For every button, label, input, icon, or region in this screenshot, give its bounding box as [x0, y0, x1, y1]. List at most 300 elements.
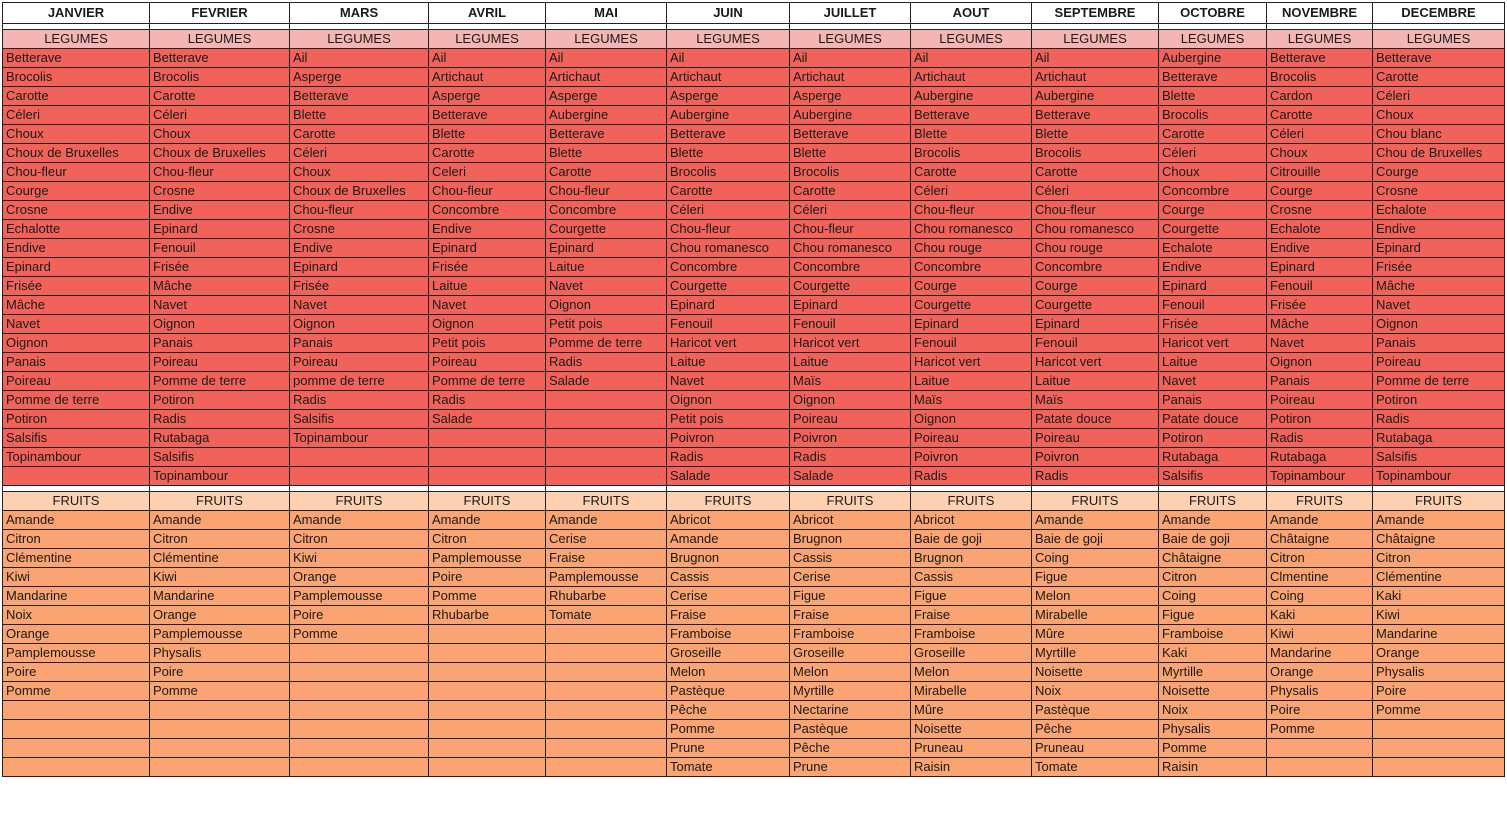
vegetable-cell: Poireau	[150, 353, 290, 372]
fruit-cell: Prune	[790, 758, 911, 777]
fruit-cell	[546, 682, 667, 701]
vegetable-cell: Petit pois	[667, 410, 790, 429]
vegetable-cell: Endive	[3, 239, 150, 258]
vegetable-cell: Petit pois	[429, 334, 546, 353]
fruit-cell: Figue	[790, 587, 911, 606]
vegetable-cell: Laitue	[1159, 353, 1267, 372]
fruit-cell: Orange	[290, 568, 429, 587]
fruit-cell: Châtaigne	[1267, 530, 1373, 549]
fruit-cell	[1373, 739, 1505, 758]
vegetable-cell: Ail	[1032, 49, 1159, 68]
vegetable-cell: Asperge	[429, 87, 546, 106]
vegetable-cell: Salsifis	[1373, 448, 1505, 467]
vegetable-cell: Chou romanesco	[790, 239, 911, 258]
fruit-cell: Coing	[1267, 587, 1373, 606]
month-header: SEPTEMBRE	[1032, 3, 1159, 24]
fruit-cell: Baie de goji	[911, 530, 1032, 549]
vegetable-cell: Endive	[429, 220, 546, 239]
vegetable-cell: Rutabaga	[1159, 448, 1267, 467]
vegetable-cell: Chou-fleur	[546, 182, 667, 201]
fruit-cell: Melon	[790, 663, 911, 682]
table-row	[3, 549, 1505, 568]
fruit-cell: Amande	[429, 511, 546, 530]
vegetable-cell: Oignon	[1267, 353, 1373, 372]
vegetable-cell: Asperge	[290, 68, 429, 87]
vegetable-cell: Carotte	[3, 87, 150, 106]
fruit-cell: Noisette	[911, 720, 1032, 739]
fruit-cell: Amande	[1159, 511, 1267, 530]
fruit-cell: Fraise	[790, 606, 911, 625]
table-row	[3, 125, 1505, 144]
vegetable-cell: Echalote	[1373, 201, 1505, 220]
fruit-cell: Amande	[546, 511, 667, 530]
fruit-cell: Kiwi	[290, 549, 429, 568]
vegetable-cell: Salsifis	[1159, 467, 1267, 486]
vegetable-cell: Salade	[546, 372, 667, 391]
vegetable-cell: Frisée	[1267, 296, 1373, 315]
fruit-cell: Pomme	[1267, 720, 1373, 739]
fruit-cell: Citron	[429, 530, 546, 549]
vegetable-cell: Betterave	[429, 106, 546, 125]
fruit-cell: Kiwi	[150, 568, 290, 587]
table-row	[3, 530, 1505, 549]
legumes-header-row	[3, 30, 1505, 49]
vegetable-cell: Radis	[790, 448, 911, 467]
month-header: AVRIL	[429, 3, 546, 24]
fruit-cell: Poire	[1373, 682, 1505, 701]
fruits-header: FRUITS	[1159, 492, 1267, 511]
vegetable-cell: Potiron	[1159, 429, 1267, 448]
fruit-cell: Framboise	[667, 625, 790, 644]
table-row	[3, 353, 1505, 372]
vegetable-cell: Pomme de terre	[546, 334, 667, 353]
fruit-cell: Kaki	[1373, 587, 1505, 606]
fruit-cell: Raisin	[911, 758, 1032, 777]
fruit-cell: Figue	[1159, 606, 1267, 625]
vegetable-cell: Petit pois	[546, 315, 667, 334]
table-row	[3, 144, 1505, 163]
vegetable-cell: Courgette	[911, 296, 1032, 315]
fruit-cell: Pruneau	[1032, 739, 1159, 758]
vegetable-cell: Blette	[1032, 125, 1159, 144]
vegetable-cell: Radis	[290, 391, 429, 410]
vegetable-cell: Betterave	[667, 125, 790, 144]
vegetable-cell: Concombre	[1159, 182, 1267, 201]
fruits-header: FRUITS	[3, 492, 150, 511]
vegetable-cell: Panais	[1373, 334, 1505, 353]
fruit-cell: Fraise	[546, 549, 667, 568]
vegetable-cell: Courge	[1032, 277, 1159, 296]
vegetable-cell: Concombre	[911, 258, 1032, 277]
fruit-cell: Amande	[667, 530, 790, 549]
fruit-cell: Physalis	[150, 644, 290, 663]
table-row	[3, 682, 1505, 701]
fruit-cell: Cassis	[790, 549, 911, 568]
table-row	[3, 220, 1505, 239]
fruit-cell: Citron	[1159, 568, 1267, 587]
table-row	[3, 448, 1505, 467]
vegetable-cell: Epinard	[429, 239, 546, 258]
vegetable-cell: Brocolis	[1032, 144, 1159, 163]
vegetable-cell: Ail	[911, 49, 1032, 68]
fruit-cell: Brugnon	[667, 549, 790, 568]
legumes-header: LEGUMES	[1159, 30, 1267, 49]
fruit-cell: Pamplemousse	[429, 549, 546, 568]
fruit-cell	[290, 682, 429, 701]
vegetable-cell: Poireau	[1267, 391, 1373, 410]
fruits-header: FRUITS	[911, 492, 1032, 511]
vegetable-cell: Courgette	[667, 277, 790, 296]
vegetable-cell: Crosne	[1267, 201, 1373, 220]
fruit-cell: Nectarine	[790, 701, 911, 720]
fruit-cell	[429, 758, 546, 777]
vegetable-cell: Navet	[667, 372, 790, 391]
fruit-cell	[1267, 739, 1373, 758]
vegetable-cell: Maïs	[1032, 391, 1159, 410]
fruit-cell: Pomme	[3, 682, 150, 701]
legumes-header: LEGUMES	[667, 30, 790, 49]
vegetable-cell: Poireau	[1373, 353, 1505, 372]
vegetable-cell: Blette	[1159, 87, 1267, 106]
vegetable-cell: Radis	[546, 353, 667, 372]
month-header-row	[3, 3, 1505, 24]
fruit-cell: Baie de goji	[1032, 530, 1159, 549]
fruit-cell: Tomate	[546, 606, 667, 625]
fruit-cell: Groseille	[911, 644, 1032, 663]
vegetable-cell: Laitue	[546, 258, 667, 277]
vegetable-cell: Carotte	[1373, 68, 1505, 87]
vegetable-cell: Chou-fleur	[3, 163, 150, 182]
fruit-cell: Kaki	[1267, 606, 1373, 625]
vegetable-cell: Carotte	[290, 125, 429, 144]
vegetable-cell: Céleri	[290, 144, 429, 163]
vegetable-cell: Epinard	[1267, 258, 1373, 277]
fruit-cell: Orange	[1373, 644, 1505, 663]
vegetable-cell: Salsifis	[290, 410, 429, 429]
vegetable-cell: Ail	[790, 49, 911, 68]
fruit-cell: Pomme	[150, 682, 290, 701]
vegetable-cell: Fenouil	[911, 334, 1032, 353]
fruit-cell: Coing	[1159, 587, 1267, 606]
fruit-cell	[546, 739, 667, 758]
vegetable-cell: Frisée	[3, 277, 150, 296]
table-row	[3, 410, 1505, 429]
vegetable-cell: Mâche	[150, 277, 290, 296]
fruit-cell: Pamplemousse	[3, 644, 150, 663]
vegetable-cell: Brocolis	[3, 68, 150, 87]
vegetable-cell: Chou-fleur	[911, 201, 1032, 220]
fruit-cell	[546, 644, 667, 663]
vegetable-cell: Laitue	[667, 353, 790, 372]
fruits-header: FRUITS	[429, 492, 546, 511]
fruit-cell: Mandarine	[1373, 625, 1505, 644]
vegetable-cell	[3, 467, 150, 486]
vegetable-cell: Courge	[1373, 163, 1505, 182]
month-header: MAI	[546, 3, 667, 24]
vegetable-cell: Salade	[667, 467, 790, 486]
vegetable-cell: Haricot vert	[911, 353, 1032, 372]
vegetable-cell: Radis	[1373, 410, 1505, 429]
legumes-header: LEGUMES	[1373, 30, 1505, 49]
fruit-cell: Cassis	[911, 568, 1032, 587]
vegetable-cell: Concombre	[546, 201, 667, 220]
vegetable-cell: Navet	[150, 296, 290, 315]
vegetable-cell: Rutabaga	[150, 429, 290, 448]
fruit-cell: Abricot	[667, 511, 790, 530]
vegetable-cell: Laitue	[1032, 372, 1159, 391]
fruit-cell: Pastèque	[790, 720, 911, 739]
fruit-cell: Clémentine	[3, 549, 150, 568]
vegetable-cell: Panais	[1159, 391, 1267, 410]
vegetable-cell: Brocolis	[150, 68, 290, 87]
vegetable-cell: Radis	[667, 448, 790, 467]
fruit-cell: Pêche	[1032, 720, 1159, 739]
vegetable-cell: Chou-fleur	[150, 163, 290, 182]
table-row	[3, 334, 1505, 353]
vegetable-cell: Aubergine	[1032, 87, 1159, 106]
fruits-header: FRUITS	[150, 492, 290, 511]
fruit-cell: Framboise	[911, 625, 1032, 644]
table-row	[3, 315, 1505, 334]
vegetable-cell: Céleri	[667, 201, 790, 220]
vegetable-cell: Poireau	[3, 372, 150, 391]
vegetable-cell: Artichaut	[429, 68, 546, 87]
vegetable-cell: Courge	[911, 277, 1032, 296]
vegetable-cell: Chou-fleur	[790, 220, 911, 239]
fruits-header: FRUITS	[290, 492, 429, 511]
vegetable-cell	[290, 448, 429, 467]
vegetable-cell: Epinard	[790, 296, 911, 315]
vegetable-cell: Topinambour	[150, 467, 290, 486]
vegetable-cell: Carotte	[546, 163, 667, 182]
table-row	[3, 391, 1505, 410]
vegetable-cell: Topinambour	[1267, 467, 1373, 486]
vegetable-cell: Poireau	[790, 410, 911, 429]
vegetable-cell: Chou romanesco	[1032, 220, 1159, 239]
fruit-cell	[429, 739, 546, 758]
vegetable-cell: Betterave	[1032, 106, 1159, 125]
vegetable-cell: Oignon	[911, 410, 1032, 429]
vegetable-cell: Poivron	[667, 429, 790, 448]
vegetable-cell: Chou blanc	[1373, 125, 1505, 144]
vegetable-cell: Betterave	[150, 49, 290, 68]
vegetable-cell: Citrouille	[1267, 163, 1373, 182]
fruit-cell: Myrtille	[790, 682, 911, 701]
fruits-header: FRUITS	[1373, 492, 1505, 511]
vegetable-cell: Courgette	[790, 277, 911, 296]
vegetable-cell: Chou rouge	[1032, 239, 1159, 258]
vegetable-cell: Cardon	[1267, 87, 1373, 106]
table-row	[3, 701, 1505, 720]
fruit-cell: Brugnon	[911, 549, 1032, 568]
vegetable-cell: Oignon	[3, 334, 150, 353]
vegetable-cell: Pomme de terre	[3, 391, 150, 410]
table-row	[3, 429, 1505, 448]
legumes-header: LEGUMES	[1267, 30, 1373, 49]
vegetable-cell: Navet	[429, 296, 546, 315]
fruit-cell	[150, 720, 290, 739]
seasonal-calendar-table	[2, 2, 1505, 777]
fruit-cell: Raisin	[1159, 758, 1267, 777]
vegetable-cell: Poireau	[911, 429, 1032, 448]
fruit-cell: Citron	[290, 530, 429, 549]
table-row	[3, 739, 1505, 758]
vegetable-cell: Frisée	[429, 258, 546, 277]
vegetable-cell: Ail	[290, 49, 429, 68]
fruit-cell: Mûre	[1032, 625, 1159, 644]
vegetable-cell: Oignon	[667, 391, 790, 410]
vegetable-cell: Epinard	[1032, 315, 1159, 334]
vegetable-cell	[429, 429, 546, 448]
fruit-cell	[546, 720, 667, 739]
vegetable-cell: Asperge	[790, 87, 911, 106]
fruit-cell: Physalis	[1267, 682, 1373, 701]
fruit-cell	[429, 720, 546, 739]
vegetable-cell: Chou-fleur	[429, 182, 546, 201]
vegetable-cell: Navet	[3, 315, 150, 334]
fruit-cell	[150, 701, 290, 720]
vegetable-cell: Aubergine	[1159, 49, 1267, 68]
fruit-cell: Melon	[667, 663, 790, 682]
vegetable-cell: Carotte	[1267, 106, 1373, 125]
table-row	[3, 644, 1505, 663]
vegetable-cell: Artichaut	[790, 68, 911, 87]
fruit-cell: Noix	[1159, 701, 1267, 720]
fruit-cell: Noisette	[1159, 682, 1267, 701]
vegetable-cell: Haricot vert	[790, 334, 911, 353]
fruit-cell: Citron	[1267, 549, 1373, 568]
table-row	[3, 663, 1505, 682]
vegetable-cell: Endive	[1267, 239, 1373, 258]
vegetable-cell: Oignon	[429, 315, 546, 334]
fruit-cell: Mandarine	[1267, 644, 1373, 663]
fruit-cell	[3, 758, 150, 777]
fruit-cell	[290, 701, 429, 720]
vegetable-cell: Fenouil	[1032, 334, 1159, 353]
fruit-cell: Melon	[911, 663, 1032, 682]
fruit-cell: Brugnon	[790, 530, 911, 549]
vegetable-cell: Potiron	[150, 391, 290, 410]
fruit-cell: Pomme	[429, 587, 546, 606]
fruit-cell: Amande	[290, 511, 429, 530]
vegetable-cell: Concombre	[790, 258, 911, 277]
vegetable-cell: Artichaut	[1032, 68, 1159, 87]
vegetable-cell: Pomme de terre	[1373, 372, 1505, 391]
fruit-cell: Rhubarbe	[429, 606, 546, 625]
fruit-cell: Poire	[150, 663, 290, 682]
vegetable-cell	[290, 467, 429, 486]
fruit-cell	[3, 720, 150, 739]
vegetable-cell: Betterave	[1373, 49, 1505, 68]
vegetable-cell: Brocolis	[911, 144, 1032, 163]
fruit-cell: Myrtille	[1159, 663, 1267, 682]
vegetable-cell: Concombre	[429, 201, 546, 220]
vegetable-cell: Fenouil	[150, 239, 290, 258]
fruit-cell	[290, 758, 429, 777]
vegetable-cell: Courge	[1267, 182, 1373, 201]
fruit-cell: Rhubarbe	[546, 587, 667, 606]
table-row	[3, 163, 1505, 182]
table-row	[3, 625, 1505, 644]
vegetable-cell: Frisée	[290, 277, 429, 296]
vegetable-cell: Salade	[429, 410, 546, 429]
fruit-cell: Mandarine	[150, 587, 290, 606]
vegetable-cell: Radis	[429, 391, 546, 410]
fruit-cell: Amande	[3, 511, 150, 530]
fruit-cell: Coing	[1032, 549, 1159, 568]
vegetable-cell: Chou de Bruxelles	[1373, 144, 1505, 163]
vegetable-cell: Choux de Bruxelles	[3, 144, 150, 163]
table-row	[3, 87, 1505, 106]
vegetable-cell: Frisée	[150, 258, 290, 277]
vegetable-cell: Concombre	[667, 258, 790, 277]
vegetable-cell: Celeri	[429, 163, 546, 182]
vegetable-cell: Echalote	[1159, 239, 1267, 258]
vegetable-cell: Oignon	[790, 391, 911, 410]
fruit-cell: Clémentine	[1373, 568, 1505, 587]
fruit-cell: Cerise	[546, 530, 667, 549]
vegetable-cell: Mâche	[1267, 315, 1373, 334]
fruit-cell: Poire	[290, 606, 429, 625]
vegetable-cell: Echalote	[1267, 220, 1373, 239]
fruits-header: FRUITS	[667, 492, 790, 511]
table-row	[3, 68, 1505, 87]
fruit-cell	[150, 758, 290, 777]
fruit-cell	[3, 739, 150, 758]
fruits-header-row	[3, 492, 1505, 511]
vegetable-cell: Potiron	[3, 410, 150, 429]
month-header: FEVRIER	[150, 3, 290, 24]
vegetable-cell: Mâche	[3, 296, 150, 315]
fruit-cell: Orange	[3, 625, 150, 644]
month-header: DECEMBRE	[1373, 3, 1505, 24]
fruit-cell: Poire	[3, 663, 150, 682]
vegetable-cell: Radis	[1267, 429, 1373, 448]
vegetable-cell: Salsifis	[150, 448, 290, 467]
fruit-cell: Citron	[150, 530, 290, 549]
fruit-cell: Amande	[150, 511, 290, 530]
fruit-cell	[150, 739, 290, 758]
vegetable-cell: Navet	[1373, 296, 1505, 315]
vegetable-cell: Navet	[290, 296, 429, 315]
fruit-cell	[546, 663, 667, 682]
vegetable-cell: Epinard	[1373, 239, 1505, 258]
vegetable-cell	[546, 448, 667, 467]
vegetable-cell: Pomme de terre	[150, 372, 290, 391]
vegetable-cell: Ail	[667, 49, 790, 68]
vegetable-cell: Poivron	[911, 448, 1032, 467]
vegetable-cell: Chou romanesco	[911, 220, 1032, 239]
vegetable-cell: Choux de Bruxelles	[290, 182, 429, 201]
vegetable-cell: Artichaut	[667, 68, 790, 87]
vegetable-cell: Blette	[790, 144, 911, 163]
vegetable-cell: Blette	[290, 106, 429, 125]
vegetable-cell: Laitue	[790, 353, 911, 372]
legumes-header: LEGUMES	[429, 30, 546, 49]
fruit-cell: Pamplemousse	[290, 587, 429, 606]
vegetable-cell: Chou romanesco	[667, 239, 790, 258]
vegetable-cell: Brocolis	[1267, 68, 1373, 87]
vegetable-cell: Rutabaga	[1267, 448, 1373, 467]
fruit-cell: Figue	[1032, 568, 1159, 587]
fruit-cell: Kiwi	[1267, 625, 1373, 644]
table-row	[3, 49, 1505, 68]
fruits-header: FRUITS	[790, 492, 911, 511]
fruit-cell: Framboise	[1159, 625, 1267, 644]
vegetable-cell: Mâche	[1373, 277, 1505, 296]
vegetable-cell: Céleri	[1032, 182, 1159, 201]
vegetable-cell	[546, 467, 667, 486]
